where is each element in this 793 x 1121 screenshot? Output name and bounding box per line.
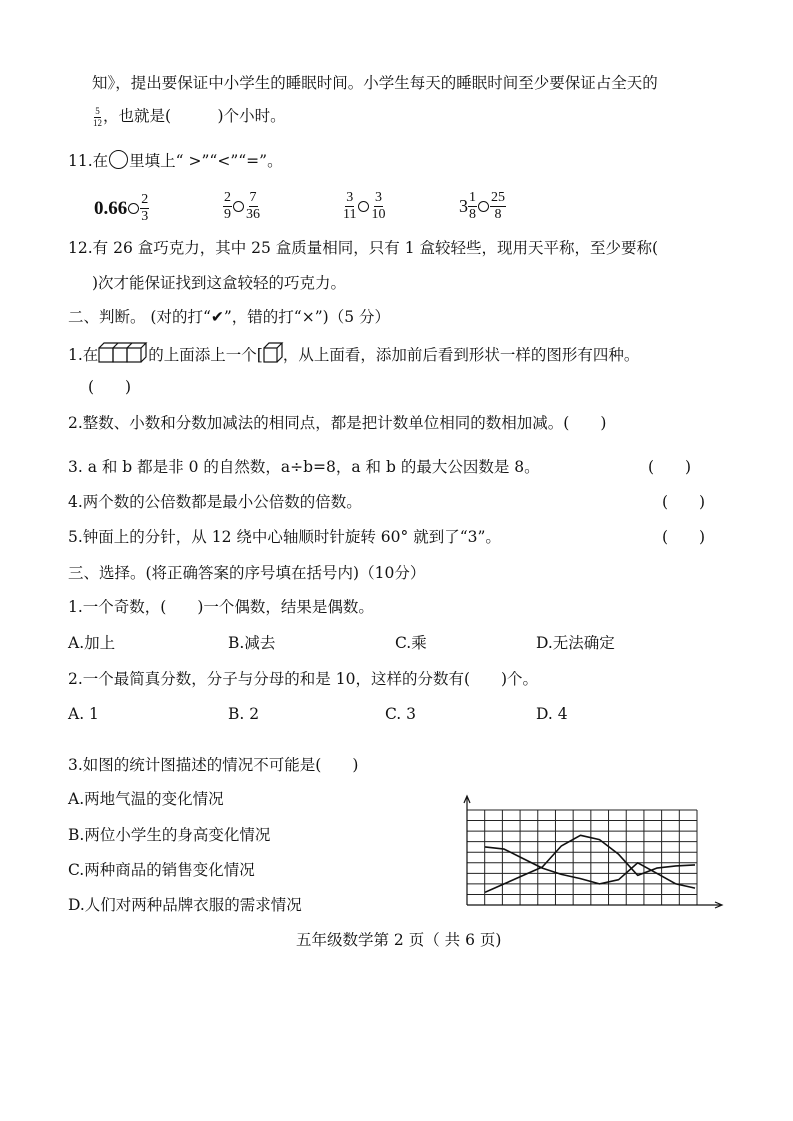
s3-q3-option-a[interactable]: A.两地气温的变化情况 bbox=[68, 790, 224, 808]
frac-num: 1 bbox=[469, 190, 476, 205]
three-cubes-icon bbox=[98, 342, 148, 364]
compare-circle-icon[interactable] bbox=[128, 203, 139, 214]
q11-item-2 bbox=[223, 191, 261, 222]
s3-q3: 3.如图的统计图描述的情况不可能是( ) bbox=[68, 756, 359, 774]
s2-q5-paren[interactable]: ( ) bbox=[662, 528, 706, 546]
frac-num: 3 bbox=[374, 190, 382, 205]
line-chart bbox=[455, 795, 725, 915]
q11-item4-right bbox=[490, 191, 506, 222]
q12-line2: )次才能保证找到这盒较轻的巧克力。 bbox=[92, 274, 347, 292]
frac-num: 7 bbox=[249, 190, 257, 205]
frac-den: 10 bbox=[371, 207, 386, 222]
q11-item-4 bbox=[459, 191, 506, 222]
s3-q2-option-d[interactable]: D. 4 bbox=[536, 705, 568, 723]
q11-item-1 bbox=[94, 193, 149, 224]
s3-q2-option-a[interactable]: A. 1 bbox=[68, 705, 99, 723]
s2-q1-post: ，从上面看，添加前后看到形状一样的图形有四种。 bbox=[282, 346, 640, 364]
compare-circle-icon[interactable] bbox=[478, 201, 489, 212]
chart-grid bbox=[467, 810, 697, 905]
frac-den: 8 bbox=[469, 207, 476, 222]
frac-den: 8 bbox=[494, 207, 502, 222]
s2-q3: 3. a 和 b 都是非 0 的自然数，a÷b=8，a 和 b 的最大公因数是 8。 bbox=[68, 458, 540, 476]
s3-q2-option-c[interactable]: C. 3 bbox=[385, 705, 417, 723]
q11-item3-right bbox=[370, 191, 386, 222]
q10-frac-num: 5 bbox=[95, 105, 100, 116]
frac-den: 11 bbox=[343, 207, 357, 222]
frac-den: 3 bbox=[141, 209, 149, 224]
s3-q1: 1.一个奇数，( )一个偶数，结果是偶数。 bbox=[68, 598, 374, 616]
q11-item2-right bbox=[245, 191, 261, 222]
answer-circle-icon bbox=[109, 150, 128, 169]
q11-prompt bbox=[68, 150, 283, 171]
s2-q1-pre: 1.在 bbox=[68, 346, 99, 364]
q11-item3-left bbox=[342, 191, 357, 222]
q10-frac-den: 12 bbox=[93, 117, 102, 128]
frac-num: 25 bbox=[491, 190, 505, 205]
frac-den: 9 bbox=[224, 207, 231, 222]
q11-item1-right bbox=[140, 193, 149, 224]
s3-q1-option-c[interactable]: C.乘 bbox=[395, 634, 427, 652]
s3-q1-option-d[interactable]: D.无法确定 bbox=[536, 634, 615, 652]
compare-circle-icon[interactable] bbox=[358, 201, 369, 212]
q11-item4-whole: 3 bbox=[459, 196, 468, 216]
s3-q2-option-b[interactable]: B. 2 bbox=[228, 705, 260, 723]
q11-item4-left bbox=[468, 191, 477, 222]
q11-item1-left: 0.66 bbox=[94, 197, 128, 219]
s3-q1-option-b[interactable]: B.减去 bbox=[228, 634, 276, 652]
s3-q3-option-b[interactable]: B.两位小学生的身高变化情况 bbox=[68, 826, 271, 844]
frac-num: 2 bbox=[224, 190, 231, 205]
s2-q5: 5.钟面上的分针，从 12 绕中心轴顺时针旋转 60° 就到了“3”。 bbox=[68, 528, 501, 546]
q10-fraction bbox=[92, 107, 103, 128]
q10-line2-text: ，也就是( )个小时。 bbox=[103, 107, 286, 125]
s2-q4-paren[interactable]: ( ) bbox=[662, 493, 706, 511]
q11-prompt-post: 里填上“ >”“<”“=”。 bbox=[129, 152, 283, 170]
q11-prompt-pre: 11.在 bbox=[68, 152, 109, 170]
q10-line2 bbox=[92, 106, 286, 128]
frac-num: 2 bbox=[141, 192, 149, 207]
s2-q4: 4.两个数的公倍数都是最小公倍数的倍数。 bbox=[68, 493, 362, 511]
single-cube-icon bbox=[263, 342, 283, 364]
s2-q1-paren[interactable]: ( ) bbox=[88, 378, 132, 396]
s3-q1-option-a[interactable]: A.加上 bbox=[68, 634, 116, 652]
q12-line1: 12.有 26 盒巧克力，其中 25 盒质量相同，只有 1 盒较轻些，现用天平称，至少要称( bbox=[68, 239, 659, 257]
section3-title: 三、选择。(将正确答案的序号填在括号内)（10分） bbox=[68, 564, 426, 582]
s3-q3-option-c[interactable]: C.两种商品的销售变化情况 bbox=[68, 861, 255, 879]
section2-title: 二、判断。 (对的打“✔”，错的打“×”)（5 分） bbox=[68, 308, 390, 326]
s2-q1-mid: 的上面添上一个[ bbox=[148, 346, 263, 364]
frac-num: 3 bbox=[346, 190, 354, 205]
compare-circle-icon[interactable] bbox=[233, 201, 244, 212]
s2-q3-paren[interactable]: ( ) bbox=[648, 458, 692, 476]
s2-q1 bbox=[68, 342, 639, 365]
s3-q2: 2.一个最简真分数，分子与分母的和是 10，这样的分数有( )个。 bbox=[68, 670, 539, 688]
q11-item-3 bbox=[342, 191, 386, 222]
page-footer: 五年级数学第 2 页（ 共 6 页) bbox=[296, 931, 502, 949]
q10-line1: 知》，提出要保证中小学生的睡眠时间。小学生每天的睡眠时间至少要保证占全天的 bbox=[92, 74, 658, 92]
s3-q3-option-d[interactable]: D.人们对两种品牌衣服的需求情况 bbox=[68, 896, 302, 914]
q11-item2-left bbox=[223, 191, 232, 222]
s2-q2: 2.整数、小数和分数加减法的相同点，都是把计数单位相同的数相加减。( ) bbox=[68, 414, 607, 432]
frac-den: 36 bbox=[246, 207, 260, 222]
